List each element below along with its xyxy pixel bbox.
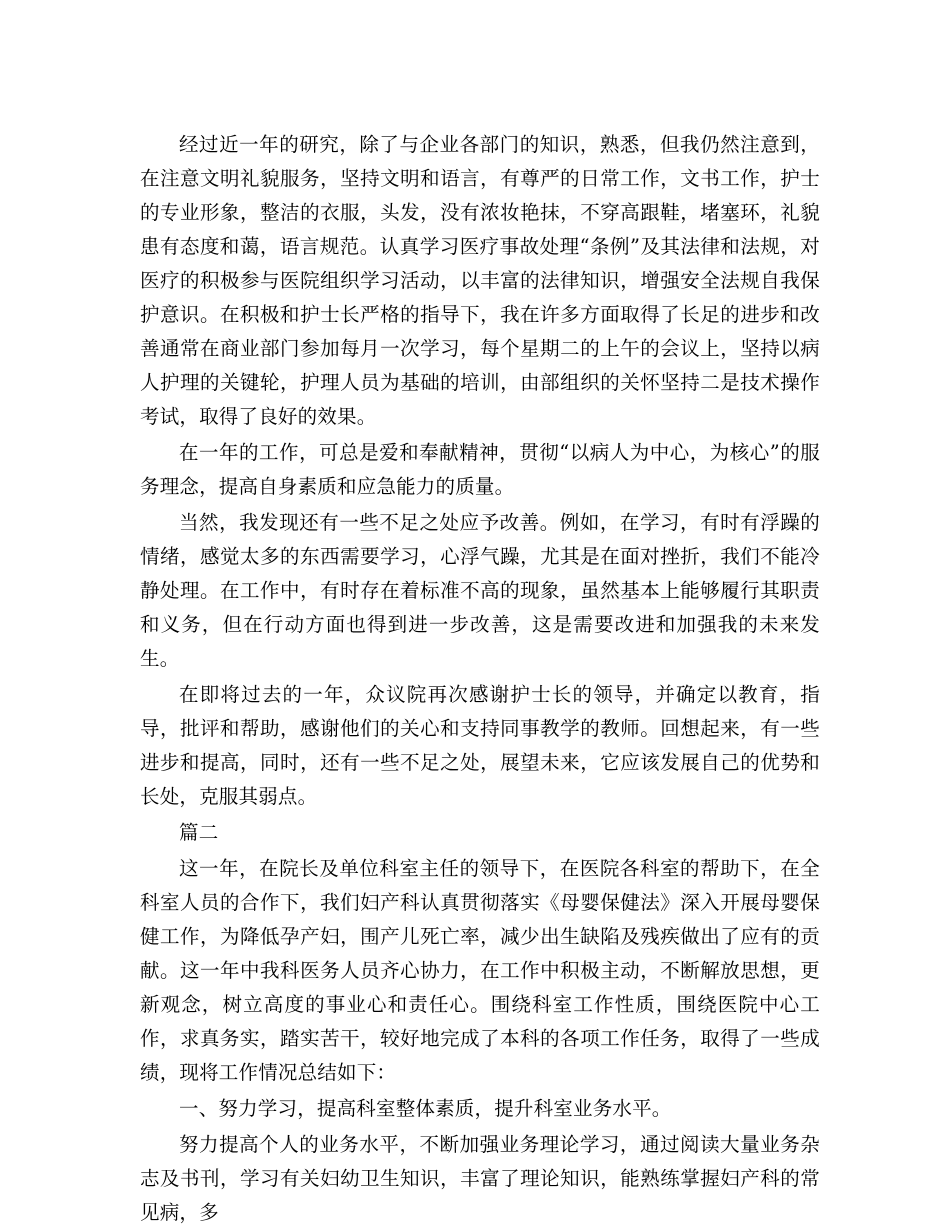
paragraph-5: 这一年，在院长及单位科室主任的领导下，在医院各科室的帮助下，在全科室人员的合作下，我们妇产科认真贯彻落实《母婴保健法》深入开展母婴保健工作，为降低孕产妇，围产儿死亡率，减少出生缺陷及残疾做出了应有的贡献。这一年中我科医务人员齐心协力，在工作中积极主动，不断解放思想，更新观念，树立高度的事业心和责任心。围绕科室工作性质，围绕医院中心工作，求真务实，踏实苦干，较好地完成了本科的各项工作任务，取得了一些成绩，现将工作情况总结如下： bbox=[140, 857, 820, 1084]
paragraph-3: 当然，我发现还有一些不足之处应予改善。例如，在学习，有时有浮躁的情绪，感觉太多的东西需要学习，心浮气躁，尤其是在面对挫折，我们不能冷静处理。在工作中，有时存在着标准不高的现象，虽然基本上能够履行其职责和义务，但在行动方面也得到进一步改善，这是需要改进和加强我的未来发生。 bbox=[140, 511, 820, 670]
document-body bbox=[140, 128, 820, 1232]
paragraph-4: 在即将过去的一年，众议院再次感谢护士长的领导，并确定以教育，指导，批评和帮助，感谢他们的关心和支持同事教学的教师。回想起来，有一些进步和提高，同时，还有一些不足之处，展望未来，它应该发展自己的优势和长处，克服其弱点。 bbox=[140, 683, 820, 808]
paragraph-2: 在一年的工作，可总是爱和奉献精神，贯彻“以病人为中心，为核心”的服务理念，提高自身素质和应急能力的质量。 bbox=[140, 441, 820, 498]
paragraph-6: 努力提高个人的业务水平，不断加强业务理论学习，通过阅读大量业务杂志及书刊，学习有关妇幼卫生知识，丰富了理论知识，能熟练掌握妇产科的常见病，多 bbox=[140, 1133, 820, 1224]
section-item-one: 一、努力学习，提高科室整体素质，提升科室业务水平。 bbox=[179, 1097, 672, 1120]
paragraph-1: 经过近一年的研究，除了与企业各部门的知识，熟悉，但我仍然注意到，在注意文明礼貌服务，坚持文明和语言，有尊严的日常工作，文书工作，护士的专业形象，整洁的衣服，头发，没有浓妆艳抹，不穿高跟鞋，堵塞环，礼貌患有态度和蔼，语言规范。认真学习医疗事故处理“条例”及其法律和法规，对医疗的积极参与医院组织学习活动，以丰富的法律知识，增强安全法规自我保护意识。在积极和护士长严格的指导下，我在许多方面取得了长足的进步和改善通常在商业部门参加每月一次学习，每个星期二的上午的会议上，坚持以病人护理的关键轮，护理人员为基础的培训，由部组织的关怀坚持二是技术操作考试，取得了良好的效果。 bbox=[140, 133, 820, 428]
section-heading-part-two: 篇二 bbox=[179, 821, 219, 844]
